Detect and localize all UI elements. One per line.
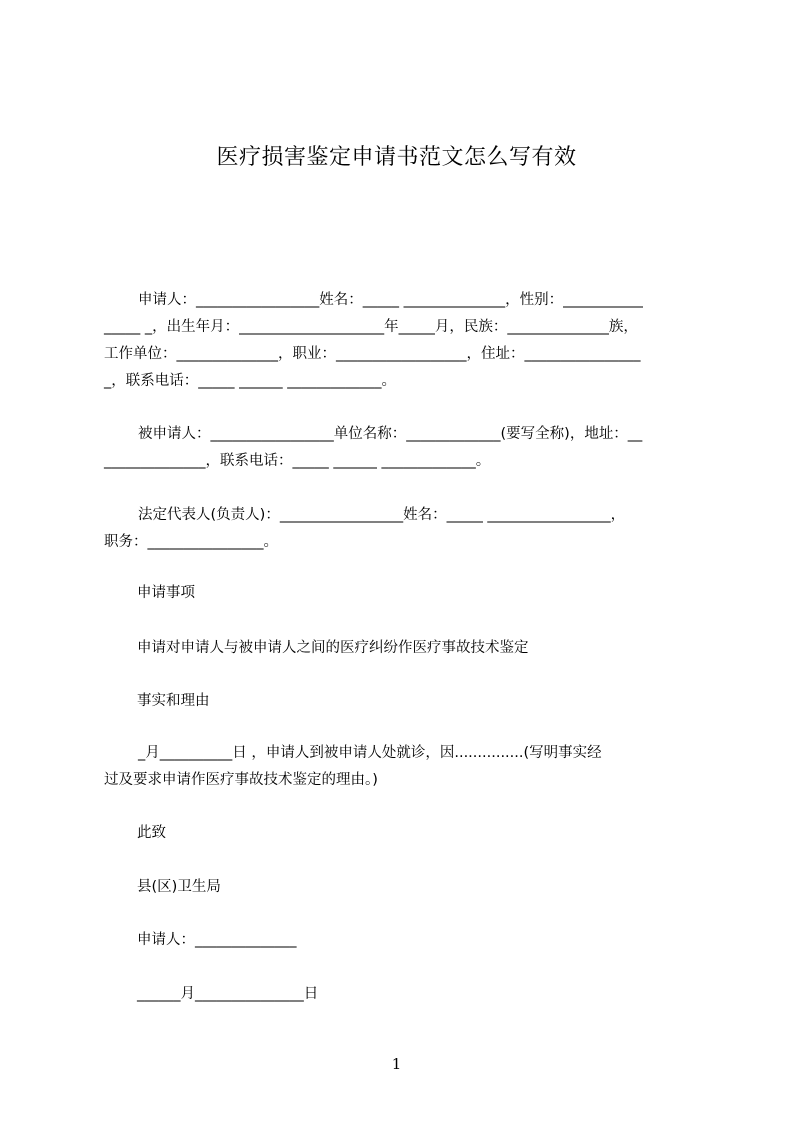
date-line: ______月_______________日 — [137, 986, 319, 1002]
respondent-line-1: 被申请人：_________________单位名称：_____________(要写全称)，地址：__ — [138, 426, 643, 442]
page-title: 医疗损害鉴定申请书范文怎么写有效 — [216, 145, 577, 170]
recipient-text: 县(区)卫生局 — [137, 879, 221, 895]
request-text: 申请对申请人与被申请人之间的医疗纠纷作医疗事故技术鉴定 — [137, 640, 529, 656]
facts-line-2: 过及要求申请作医疗事故技术鉴定的理由。) — [104, 772, 378, 788]
facts-heading: 事实和理由 — [137, 693, 210, 709]
signature-line: 申请人：______________ — [137, 932, 297, 948]
respondent-line-2: ______________，联系电话：_____ ______ _____________。 — [104, 453, 491, 469]
page-number: 1 — [391, 1055, 402, 1073]
legal-rep-line-1: 法定代表人(负责人)：_________________姓名：_____ _________________， — [138, 507, 626, 523]
applicant-line-2: _____ _，出生年月：____________________年_____月，民族：______________族， — [104, 319, 638, 335]
respondent-info-paragraph — [104, 421, 704, 475]
legal-rep-paragraph — [104, 502, 704, 556]
applicant-line-1: 申请人：_________________姓名：_____ ______________，性别：___________ — [138, 292, 643, 308]
facts-line-1: _月__________日 ，申请人到被申请人处就诊，因...............(写明事实经 — [138, 745, 602, 761]
facts-paragraph — [104, 740, 704, 794]
request-heading: 申请事项 — [137, 585, 195, 601]
closing-text: 此致 — [137, 825, 166, 841]
applicant-info-paragraph — [104, 287, 704, 395]
legal-rep-line-2: 职务：________________。 — [104, 534, 278, 550]
applicant-line-4: _，联系电话：_____ ______ _____________。 — [104, 373, 396, 389]
applicant-line-3: 工作单位：______________，职业：__________________，住址：________________ — [104, 346, 641, 362]
